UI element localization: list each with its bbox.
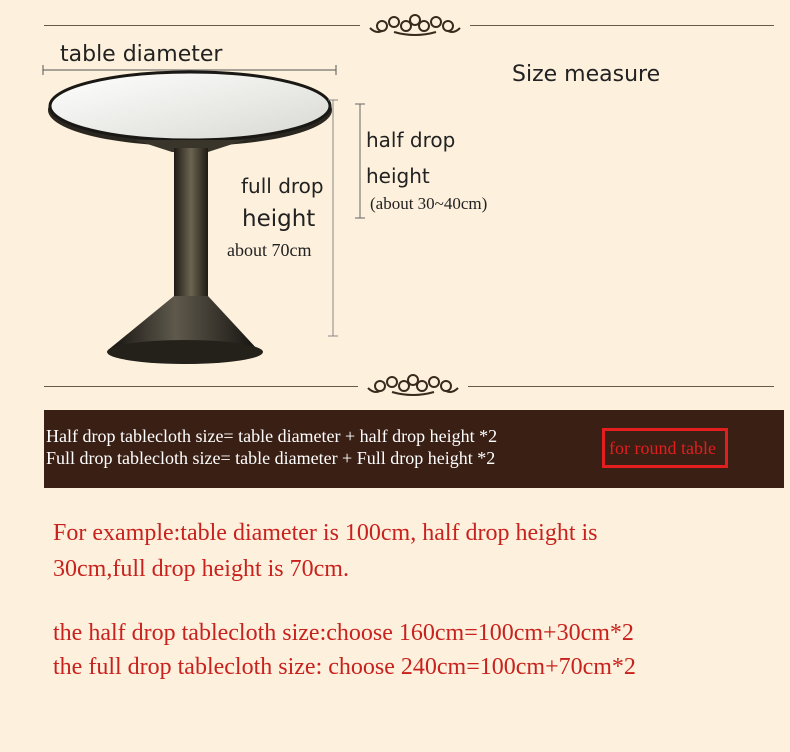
example-line-2: 30cm,full drop height is 70cm. [53,556,349,582]
full-drop-note: about 70cm [227,240,312,260]
table-diameter-label: table diameter [60,42,223,67]
scroll-ornament-icon [360,8,470,42]
size-measure-heading: Size measure [512,62,661,87]
full-drop-height-label: height [242,206,316,232]
half-drop-note: (about 30~40cm) [370,194,488,213]
full-drop-label: full drop [241,174,324,198]
scroll-ornament-icon [358,370,468,404]
example-line-1: For example:table diameter is 100cm, half drop height is [53,520,598,546]
half-drop-dimension-line [354,100,366,224]
full-drop-dimension-line [326,96,340,340]
full-drop-choice: the full drop tablecloth size: choose 240cm=100cm+70cm*2 [53,654,636,680]
half-drop-formula: Half drop tablecloth size= table diameter + half drop height *2 [46,426,498,446]
half-drop-choice: the half drop tablecloth size:choose 160cm=100cm+30cm*2 [53,620,634,646]
half-drop-label: half drop [366,128,456,152]
half-drop-height-label: height [366,164,430,188]
formula-band [44,410,784,488]
full-drop-formula: Full drop tablecloth size= table diameter + Full drop height *2 [46,448,496,468]
round-table-tag: for round table [602,428,728,468]
